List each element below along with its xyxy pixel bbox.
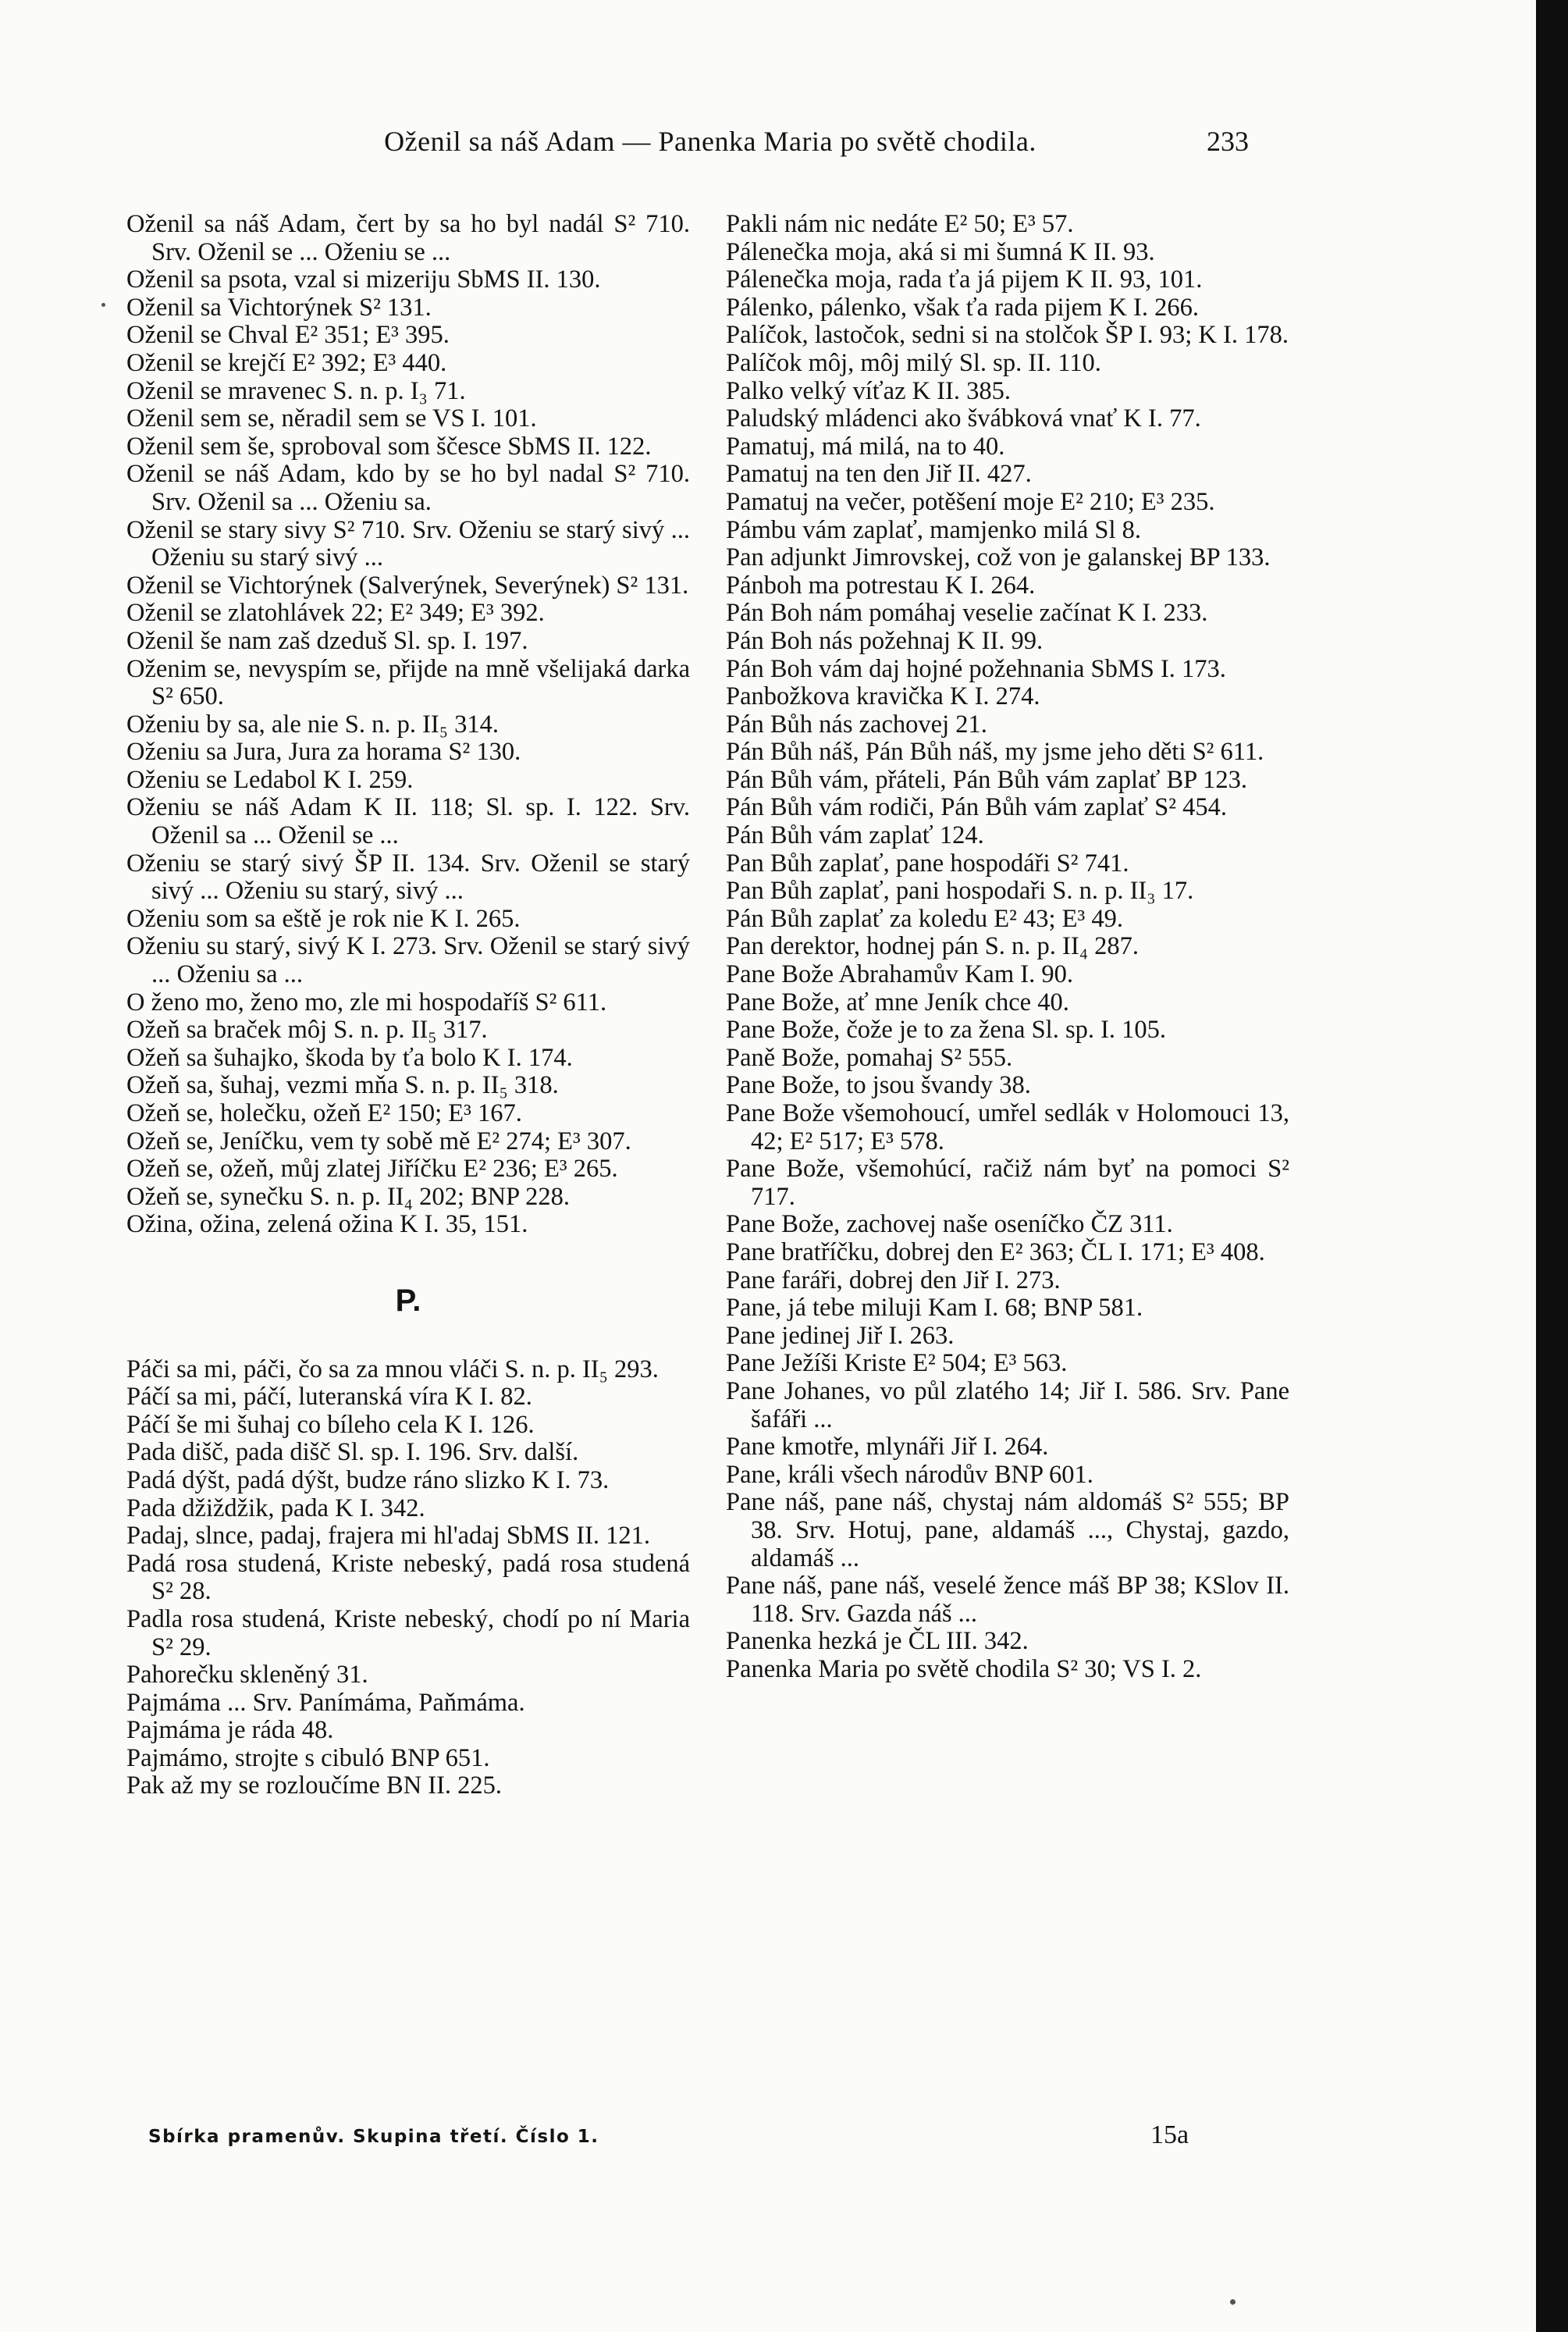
index-entry: Palko velký víťaz K II. 385. xyxy=(726,376,1011,405)
index-entry: Páčí še mi šuhaj co bíleho cela K I. 126. xyxy=(126,1410,535,1439)
index-entry: Oženil se mravenec S. n. p. I₃ 71. xyxy=(126,376,466,405)
index-entry: Pane Bože, všemohúcí, račiž nám byť na pomoci S² 717. xyxy=(726,1155,1289,1211)
section-letter: P. xyxy=(395,1283,421,1318)
index-entry: Pamatuj, má milá, na to 40. xyxy=(726,432,1005,461)
index-entry: Pane, já tebe miluji Kam I. 68; BNP 581. xyxy=(726,1294,1143,1323)
index-entry: Pane Ježíši Kriste E² 504; E³ 563. xyxy=(726,1349,1068,1378)
index-entry: Padá rosa studená, Kriste nebeský, padá rosa studená S² 28. xyxy=(126,1549,690,1606)
index-entry: Oženil se Vichtorýnek (Salverýnek, Severýnek) S² 131. xyxy=(126,571,689,600)
index-entry: Pane jedinej Jiř I. 263. xyxy=(726,1321,955,1350)
right-entry-list xyxy=(726,211,1289,1683)
index-entry: Oženil sem se, něradil sem se VS I. 101. xyxy=(126,404,537,433)
index-entry: Pajmáma je ráda 48. xyxy=(126,1716,334,1745)
index-entry: Pane, králi všech národův BNP 601. xyxy=(726,1460,1093,1489)
index-entry: Pane Bože, zachovej naše oseníčko ČZ 311. xyxy=(726,1210,1173,1239)
index-entry: Panbožkova kravička K I. 274. xyxy=(726,682,1040,711)
index-entry: Pan Bůh zaplať, pani hospodaři S. n. p. II₃ 17. xyxy=(726,877,1194,906)
index-entry: Páčí sa mi, páčí, luteranská víra K I. 82. xyxy=(126,1383,532,1412)
index-entry: Padá dýšt, padá dýšt, budze ráno slizko K I. 73. xyxy=(126,1465,610,1494)
index-entry: Pán Bůh zaplať za koledu E² 43; E³ 49. xyxy=(726,904,1124,933)
index-entry: Ožeň se, synečku S. n. p. II₄ 202; BNP 228. xyxy=(126,1182,570,1211)
index-entry: Pane Bože všemohoucí, umřel sedlák v Holomouci 13, 42; E² 517; E³ 578. xyxy=(726,1099,1289,1155)
index-entry: Oženil sa náš Adam, čert by sa ho byl nadál S² 710. Srv. Oženil se ... Oženiu se ... xyxy=(126,210,690,266)
index-entry: Oženil sem še, sproboval som ščesce SbMS II. 122. xyxy=(126,432,652,461)
index-entry: Pane Johanes, vo půl zlatého 14; Jiř I. 586. Srv. Pane šafáři ... xyxy=(726,1376,1289,1433)
index-entry: Oženiu by sa, ale nie S. n. p. II₅ 314. xyxy=(126,710,500,739)
index-entry: Oženim se, nevyspím se, přijde na mně všelijaká darka S² 650. xyxy=(126,654,690,711)
index-entry: Pálenko, pálenko, však ťa rada pijem K I. 266. xyxy=(726,293,1199,322)
index-entry: Oženiu som sa eště je rok nie K I. 265. xyxy=(126,904,521,933)
index-entry: Pane náš, pane náš, chystaj nám aldomáš S² 555; BP 38. Srv. Hotuj, pane, aldamáš ..., Chystaj, gazdo, aldamáš ... xyxy=(726,1488,1289,1572)
index-entry: Oženiu se Ledabol K I. 259. xyxy=(126,765,414,794)
p-entry-list xyxy=(126,1356,690,1801)
index-entry: Oženil sa Vichtorýnek S² 131. xyxy=(126,293,432,322)
right-column xyxy=(726,211,1289,1683)
index-entry: O ženo mo, ženo mo, zle mi hospodaříš S² 611. xyxy=(126,988,607,1016)
index-entry: Pane Bože, ať mne Jeník chce 40. xyxy=(726,988,1069,1016)
index-entry: Paludský mládenci ako švábková vnať K I. 77. xyxy=(726,404,1201,433)
index-entry: Pán Boh vám daj hojné požehnania SbMS I. 173. xyxy=(726,654,1226,683)
index-entry: Oženil se zlatohlávek 22; E² 349; E³ 392. xyxy=(126,599,545,628)
index-entry: Pálenečka moja, rada ťa já pijem K II. 93, 101. xyxy=(726,265,1203,294)
index-entry: Pánboh ma potrestau K I. 264. xyxy=(726,571,1036,600)
index-entry: Ožeň sa, šuhaj, vezmi mňa S. n. p. II₅ 318. xyxy=(126,1071,559,1100)
index-entry: Padla rosa studená, Kriste nebeský, chodí po ní Maria S² 29. xyxy=(126,1604,690,1661)
index-entry: Ožeň sa šuhajko, škoda by ťa bolo K I. 174. xyxy=(126,1043,573,1072)
index-entry: Oženiu sa Jura, Jura za horama S² 130. xyxy=(126,738,521,767)
index-entry: Pane faráři, dobrej den Jiř I. 273. xyxy=(726,1266,1061,1294)
index-entry: Oženil še nam zaš dzeduš Sl. sp. I. 197. xyxy=(126,626,528,655)
index-entry: Palíčok, lastočok, sedni si na stolčok ŠP I. 93; K I. 178. xyxy=(726,321,1289,350)
index-entry: Oženil sa psota, vzal si mizeriju SbMS II. 130. xyxy=(126,265,601,294)
index-entry: Pane kmotře, mlynáři Jiř I. 264. xyxy=(726,1433,1049,1462)
index-entry: Pane Bože Abrahamův Kam I. 90. xyxy=(726,960,1073,989)
index-entry: Pán Bůh vám rodiči, Pán Bůh vám zaplať S² 454. xyxy=(726,793,1227,822)
print-speck xyxy=(101,303,105,307)
left-entry-list xyxy=(126,211,690,1239)
index-entry: Panenka hezká je ČL III. 342. xyxy=(726,1627,1029,1656)
index-entry: Pajmáma ... Srv. Panímáma, Paňmáma. xyxy=(126,1688,525,1717)
index-entry: Pahorečku skleněný 31. xyxy=(126,1661,368,1689)
index-entry: Panenka Maria po světě chodila S² 30; VS I. 2. xyxy=(726,1654,1202,1683)
signature-mark: 15a xyxy=(1150,2120,1189,2149)
index-entry: Oženil se Chval E² 351; E³ 395. xyxy=(126,321,450,350)
index-entry: Pakli nám nic nedáte E² 50; E³ 57. xyxy=(726,210,1074,238)
index-entry: Oženiu se náš Adam K II. 118; Sl. sp. I. 122. Srv. Oženil sa ... Oženil se ... xyxy=(126,793,690,850)
index-entry: Pajmámo, strojte s cibuló BNP 651. xyxy=(126,1743,490,1772)
index-entry: Pálenečka moja, aká si mi šumná K II. 93. xyxy=(726,237,1155,266)
index-entry: Pak až my se rozloučíme BN II. 225. xyxy=(126,1771,503,1800)
index-entry: Oženil se stary sivy S² 710. Srv. Oženiu se starý sivý ... Oženiu su starý sivý ... xyxy=(126,515,690,572)
index-entry: Pan Bůh zaplať, pane hospodáři S² 741. xyxy=(726,849,1129,878)
index-entry: Oženil se krejčí E² 392; E³ 440. xyxy=(126,348,447,377)
index-entry: Pamatuj na ten den Jiř II. 427. xyxy=(726,460,1032,489)
index-entry: Ožeň se, holečku, ožeň E² 150; E³ 167. xyxy=(126,1099,522,1127)
index-entry: Pán Boh nám pomáhaj veselie začínat K I. 233. xyxy=(726,599,1208,628)
index-entry: Oženil se náš Adam, kdo by se ho byl nadal S² 710. Srv. Oženil sa ... Oženiu sa. xyxy=(126,460,690,516)
index-entry: Pán Bůh náš, Pán Bůh náš, my jsme jeho děti S² 611. xyxy=(726,738,1264,767)
index-entry: Padaj, slnce, padaj, frajera mi hl'adaj SbMS II. 121. xyxy=(126,1522,651,1551)
print-speck xyxy=(1230,2299,1236,2305)
index-entry: Pane Bože, čože je to za žena Sl. sp. I. 105. xyxy=(726,1016,1167,1045)
index-entry: Ožeň sa braček môj S. n. p. II₅ 317. xyxy=(126,1016,488,1045)
index-entry: Oženiu su starý, sivý K I. 273. Srv. Oženil se starý sivý ... Oženiu sa ... xyxy=(126,932,690,989)
index-entry: Pámbu vám zaplať, mamjenko milá Sl 8. xyxy=(726,515,1141,544)
page-number: 233 xyxy=(1207,126,1249,157)
index-entry: Ožina, ožina, zelená ožina K I. 35, 151. xyxy=(126,1210,528,1239)
left-column xyxy=(126,211,690,1800)
index-entry: Pán Bůh vám zaplať 124. xyxy=(726,821,984,850)
index-entry: Palíčok môj, môj milý Sl. sp. II. 110. xyxy=(726,348,1101,377)
index-entry: Pán Boh nás požehnaj K II. 99. xyxy=(726,626,1044,655)
index-entry: Oženiu se starý sivý ŠP II. 134. Srv. Oženil se starý sivý ... Oženiu su starý, sivý ... xyxy=(126,849,690,906)
index-entry: Pane náš, pane náš, veselé žence máš BP 38; KSlov II. 118. Srv. Gazda náš ... xyxy=(726,1572,1289,1628)
index-entry: Pamatuj na večer, potěšení moje E² 210; E³ 235. xyxy=(726,487,1215,516)
index-entry: Páči sa mi, páči, čo sa za mnou vláči S. n. p. II₅ 293. xyxy=(126,1355,659,1383)
index-entry: Pane bratříčku, dobrej den E² 363; ČL I. 171; E³ 408. xyxy=(726,1237,1265,1266)
running-head: Oženil sa náš Adam — Panenka Maria po světě chodila. xyxy=(384,126,1036,157)
index-entry: Pan adjunkt Jimrovskej, což von je galanskej BP 133. xyxy=(726,543,1271,572)
series-note: Sbírka pramenův. Skupina třetí. Číslo 1. xyxy=(148,2127,599,2147)
index-entry: Ožeň se, Jeníčku, vem ty sobě mě E² 274; E³ 307. xyxy=(126,1127,631,1155)
index-entry: Pán Bůh nás zachovej 21. xyxy=(726,710,987,739)
index-entry: Pán Bůh vám, přáteli, Pán Bůh vám zaplať BP 123. xyxy=(726,765,1248,794)
index-entry: Paně Bože, pomahaj S² 555. xyxy=(726,1043,1013,1072)
index-entry: Ožeň se, ožeň, můj zlatej Jiříčku E² 236; E³ 265. xyxy=(126,1155,618,1184)
index-entry: Pada džiždžik, pada K I. 342. xyxy=(126,1494,425,1522)
index-entry: Pada dišč, pada dišč Sl. sp. I. 196. Srv. další. xyxy=(126,1438,579,1467)
index-entry: Pane Bože, to jsou švandy 38. xyxy=(726,1071,1031,1100)
index-entry: Pan derektor, hodnej pán S. n. p. II₄ 287. xyxy=(726,932,1140,961)
